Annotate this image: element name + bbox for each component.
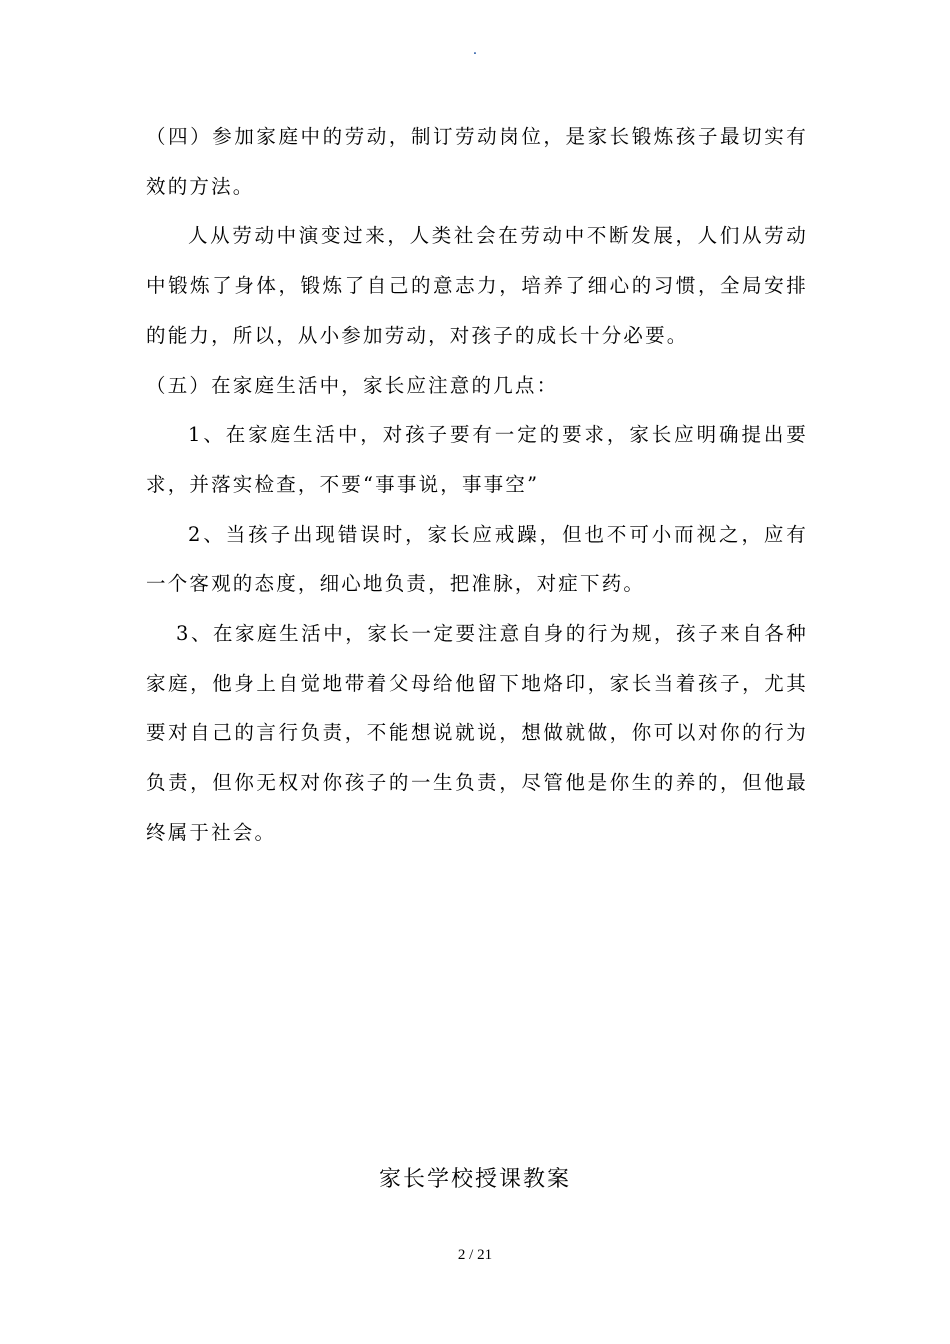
document-body	[146, 112, 808, 858]
paragraph-point-1: 1、在家庭生活中，对孩子要有一定的要求，家长应明确提出要求，并落实检查，不要“事事说，事事空”	[146, 423, 808, 496]
paragraph-point-2: 2、当孩子出现错误时，家长应戒躁，但也不可小而视之，应有一个客观的态度，细心地负责，把准脉，对症下药。	[146, 522, 808, 596]
document-title: 家长学校授课教案	[378, 1167, 571, 1192]
paragraph-labor-heading: （四）参加家庭中的劳动，制订劳动岗位，是家长锻炼孩子最切实有效的方法。	[146, 125, 808, 198]
page-number: 2 / 21	[457, 1247, 493, 1263]
paragraph-point-3: 3、在家庭生活中，家长一定要注意自身的行为规，孩子来自各种家庭，他身上自觉地带着父母给他留下地烙印，家长当着孩子，尤其要对自己的言行负责，不能想说就说，想做就做，你可以对你的行为负责，但你无权对你孩子的一生负责，尽管他是你生的养的，但他最终属于社会。	[146, 622, 808, 844]
header-mark: .	[472, 42, 478, 58]
paragraph-family-life-heading: （五）在家庭生活中，家长应注意的几点：	[146, 373, 559, 397]
paragraph-labor-body: 人从劳动中演变过来，人类社会在劳动中不断发展，人们从劳动中锻炼了身体，锻炼了自己的意志力，培养了细心的习惯，全局安排的能力，所以，从小参加劳动，对孩子的成长十分必要。	[146, 224, 808, 347]
